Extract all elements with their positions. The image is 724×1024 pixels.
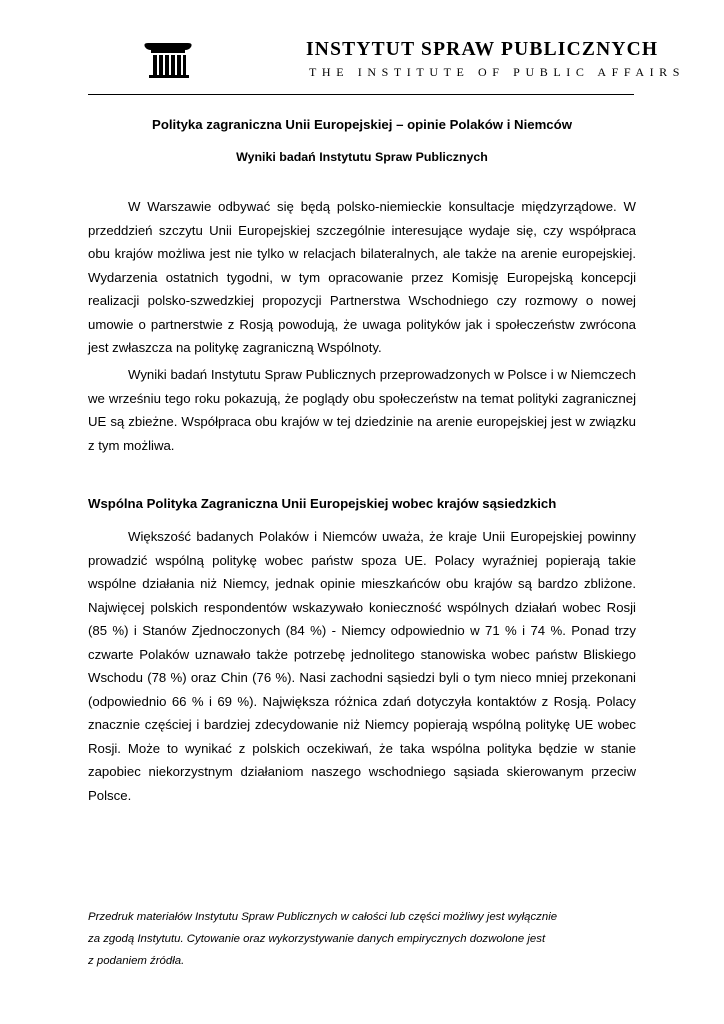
copyright-footnote <box>88 906 636 972</box>
footnote-line: za zgodą Instytutu. Cytowanie oraz wykorzystywanie danych empirycznych dozwolone jest <box>88 933 546 945</box>
header-divider <box>88 94 634 95</box>
footnote-line: Przedruk materiałów Instytutu Spraw Publicznych w całości lub części możliwy jest wyłącznie <box>88 911 558 923</box>
section-paragraph: Większość badanych Polaków i Niemców uważa, że kraje Unii Europejskiej powinny prowadzić wspólną politykę wobec państw spoza UE. Polacy wyraźniej popierają takie wspólne działania niż Niemcy, jednak opinie mieszkańców obu krajów są bardzo zbliżone. Najwięcej polskich respondentów wskazywało konieczność wspólnych działań wobec Rosji (85 %) i Stanów Zjednoczonych (84 %) - Niemcy odpowiednio w 71 % i 74 %. Ponad trzy czwarte Polaków uznawało także potrzebę jednolitego stanowiska wobec państw Bliskiego Wschodu (78 %) oraz Chin (76 %). Nasi zachodni sąsiedzi byli o tym nieco mniej przekonani (odpowiednio 66 % i 69 %). Największa różnica zdań dotyczyła kontaktów z Rosją. Polacy znacznie częściej i bardziej zdecydowanie niż Niemcy popierają wspólną politykę UE wobec Rosji. Może to wynikać z polskich oczekiwań, że taka wspólna polityka będzie w stanie zapobiec niekorzystnym działaniom naszego wschodniego sąsiada skierowanym przeciw Polsce. <box>88 529 636 803</box>
body-paragraph: W Warszawie odbywać się będą polsko-niemieckie konsultacje międzyrządowe. W przeddzień szczytu Unii Europejskiej szczególnie interesujące wydaje się, czy współpraca obu krajów możliwa jest nie tylko w relacjach bilateralnych, ale także na arenie europejskiej. Wydarzenia ostatnich tygodni, w tym opracowanie przez Komisję Europejską koncepcji realizacji polsko-szwedzkiej propozycji Partnerstwa Wschodniego czy rozmowy o nowej umowie o partnerstwie z Rosją powodują, że uwaga polityków jak i społeczeństw zwrócona jest zwłaszcza na politykę zagraniczną Wspólnoty. <box>88 199 636 355</box>
footnote-line: z podaniem źródła. <box>88 955 185 967</box>
column-building-icon <box>143 42 193 80</box>
institute-name-english: THE INSTITUTE OF PUBLIC AFFAIRS <box>309 65 686 79</box>
letterhead <box>88 36 686 96</box>
body-paragraph: Wyniki badań Instytutu Spraw Publicznych przeprowadzonych w Polsce i w Niemczech we wrześniu tego roku pokazują, że poglądy obu społeczeństw na temat polityki zagranicznej UE są zbieżne. Współpraca obu krajów w tej dziedzinie na arenie europejskiej jest w związku z tym możliwa. <box>88 367 636 453</box>
document-title: Polityka zagraniczna Unii Europejskiej – opinie Polaków i Niemców <box>152 117 572 132</box>
institute-name: INSTYTUT SPRAW PUBLICZNYCH <box>306 39 659 60</box>
section-heading: Wspólna Polityka Zagraniczna Unii Europejskiej wobec krajów sąsiedzkich <box>88 496 557 511</box>
document-subtitle: Wyniki badań Instytutu Spraw Publicznych <box>236 150 488 164</box>
